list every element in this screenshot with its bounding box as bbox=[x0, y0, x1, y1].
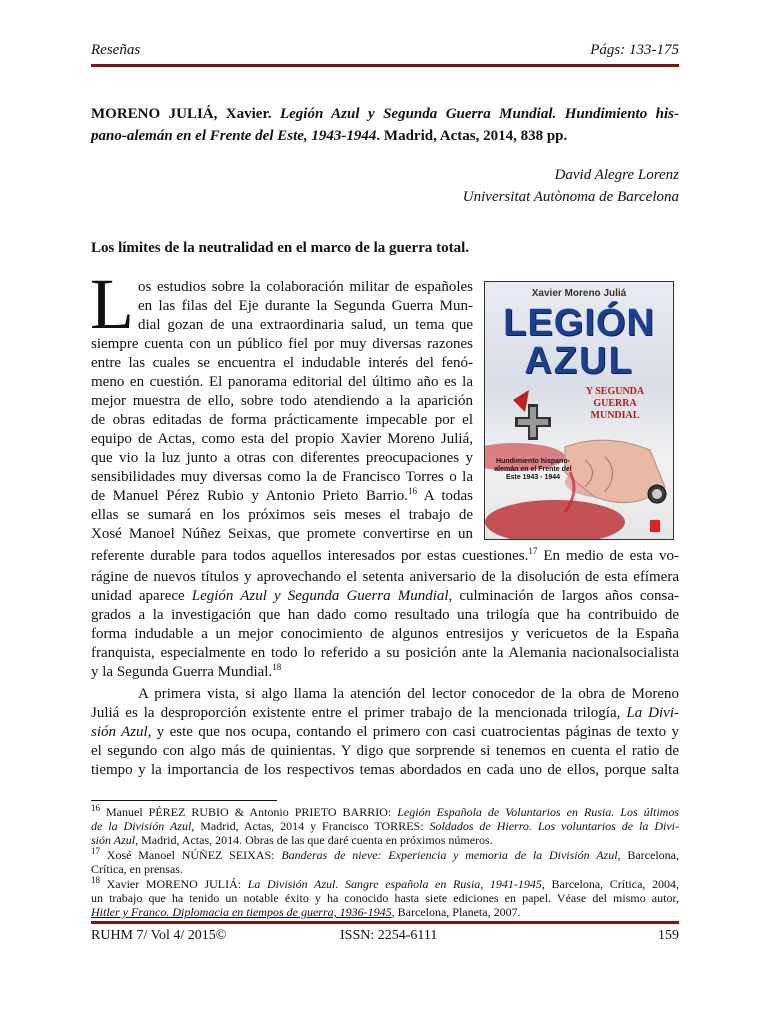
body-line: dial gozan de una extraordinaria salud, un tema que bbox=[138, 317, 473, 333]
body-line bbox=[91, 547, 679, 566]
body-line: forma indudable a un mejor conocimiento de algunos entresijos y vericuetos de la España bbox=[91, 626, 679, 642]
body-line: entre las cuales se encuentra el indudable interés del fenó- bbox=[91, 355, 473, 371]
body-text: En medio de esta vo- bbox=[537, 548, 679, 564]
footnote-text: Xavier MORENO JULIÁ: bbox=[100, 877, 248, 891]
body-line bbox=[91, 587, 679, 606]
body-text: , y este que nos ocupa, contando el primero con casi cuatrocientas páginas de texto y bbox=[147, 724, 680, 740]
cover-description: Hundimiento hispano-alemán en el Frente del Este 1943 - 1944 bbox=[494, 458, 572, 481]
body-line: tiempo y la importancia de los respectivos temas abordados en cada uno de ellos, porque salta bbox=[91, 762, 679, 778]
reviewer-affiliation: Universitat Autònoma de Barcelona bbox=[462, 189, 679, 205]
footnote-text: , Madrid, Actas, 2014. Obras de las que daré cuenta en próximos números. bbox=[135, 833, 493, 847]
body-line: sensibilidades muy diversas como la de Francisco Torres o la bbox=[91, 469, 473, 485]
footnote-18 bbox=[91, 875, 679, 892]
cover-subtitle-line1: Y SEGUNDA GUERRA bbox=[585, 386, 645, 409]
footer-journal: RUHM 7/ Vol 4/ 2015© bbox=[91, 928, 227, 943]
body-line: que vio la luz junto a otras con diferentes preocupaciones y bbox=[91, 450, 473, 466]
footnote-ref-16[interactable]: 16 bbox=[407, 486, 417, 496]
footnote-title: de la División Azul bbox=[91, 819, 192, 833]
footnote-title: Legión Española de Voluntarios en Rusia. Los últimos bbox=[397, 805, 679, 819]
body-line: grados a la investigación que han dado como resultado una trilogía que ha contribuido de bbox=[91, 607, 679, 623]
cover-author: Xavier Moreno Juliá bbox=[531, 288, 627, 299]
iron-cross-icon bbox=[515, 404, 551, 440]
cover-title-line1: LEGIÓN bbox=[503, 302, 655, 344]
book-cover-image bbox=[484, 281, 674, 540]
book-author: MORENO JULIÁ, Xavier. bbox=[91, 106, 272, 122]
footnote-text: Manuel PÉREZ RUBIO & Antonio PRIETO BARRIO: bbox=[100, 805, 398, 819]
footnote-18-line2: un trabajo que ha tenido un notable éxito y ha conocido hasta siete ediciones en papel. Véase del mismo autor, bbox=[91, 891, 679, 905]
footnote-title: sión Azul bbox=[91, 833, 136, 847]
body-text: A todas bbox=[416, 488, 474, 504]
book-title-line1: Legión Azul y Segunda Guerra Mundial. Hundimiento his- bbox=[279, 106, 680, 122]
section-title: Los límites de la neutralidad en el marco de la guerra total. bbox=[91, 240, 470, 256]
footnote-17-line2: Crítica, en prensas. bbox=[91, 862, 183, 876]
body-line bbox=[91, 704, 679, 723]
footnote-separator bbox=[91, 800, 277, 801]
body-line: equipo de Actas, como esta del propio Xavier Moreno Juliá, bbox=[91, 431, 473, 447]
body-line: mejor muestra de ello, sobre todo atendiendo a la aparición bbox=[91, 393, 473, 409]
footnote-16-line3 bbox=[91, 834, 679, 848]
cover-illustration bbox=[485, 282, 673, 539]
footnote-text: Xosé Manoel NÚÑEZ SEIXAS: bbox=[100, 848, 282, 862]
running-header-left: Reseñas bbox=[91, 42, 141, 58]
body-text: y la Segunda Guerra Mundial. bbox=[91, 664, 273, 680]
book-title-inline: sión Azul bbox=[91, 724, 148, 740]
reviewer-name: David Alegre Lorenz bbox=[554, 167, 679, 183]
footnote-number: 17 bbox=[91, 846, 100, 856]
footnote-text: , Barcelona, bbox=[617, 848, 679, 862]
header-rule bbox=[91, 64, 679, 67]
cover-subtitle-line2: MUNDIAL bbox=[590, 410, 640, 421]
footnote-text: , Madrid, Actas, 2014 y Francisco TORRES: bbox=[191, 819, 430, 833]
running-header-right: Págs: 133-175 bbox=[590, 42, 679, 58]
body-line bbox=[91, 487, 473, 506]
footer-rule bbox=[91, 921, 679, 924]
footnote-title: Hitler y Franco. Diplomacia en tiempos de guerra, 1936-1945 bbox=[91, 905, 392, 919]
footnote-ref-18[interactable]: 18 bbox=[272, 662, 282, 672]
page-number: 159 bbox=[658, 928, 679, 943]
body-line: ellas se sumará en los próximos seis meses el trabajo de bbox=[91, 507, 473, 523]
footnote-title: Banderas de nieve: Experiencia y memoria de la División Azul bbox=[281, 848, 618, 862]
body-line bbox=[91, 723, 679, 742]
book-title-inline: Legión Azul y Segunda Guerra Mundial bbox=[191, 588, 449, 604]
body-line: de obras editadas de forma prácticamente impecable por el bbox=[91, 412, 473, 428]
bibliographic-reference bbox=[91, 103, 679, 147]
footnote-title: Soldados de Hierro. Los voluntarios de la Divi- bbox=[429, 819, 679, 833]
footnote-17 bbox=[91, 846, 679, 863]
cover-title-line2: AZUL bbox=[524, 340, 634, 382]
footnote-number: 16 bbox=[91, 803, 100, 813]
body-line: en las filas del Eje durante la Segunda Guerra Mun- bbox=[138, 298, 473, 314]
drop-cap: L bbox=[90, 264, 134, 344]
body-line: Xosé Manoel Núñez Seixas, que promete convertirse en un bbox=[91, 526, 473, 542]
book-title-inline: La Divi- bbox=[626, 705, 679, 721]
footnote-18-line3 bbox=[91, 906, 679, 920]
body-line: franquista, especialmente en todo lo referido a su posición ante la Alemania nacionalsocialista bbox=[91, 645, 679, 661]
book-title-line2: pano-alemán en el Frente del Este, 1943-1944 bbox=[91, 128, 377, 144]
body-line: os estudios sobre la colaboración militar de españoles bbox=[138, 279, 473, 295]
footnote-16-line2 bbox=[91, 820, 679, 834]
footnote-title: La División Azul. Sangre española en Rusia, 1941-1945 bbox=[247, 877, 542, 891]
book-publication: . Madrid, Actas, 2014, 838 pp. bbox=[376, 128, 568, 144]
body-line bbox=[91, 663, 679, 682]
body-text: referente durable para todos aquellos interesados por estas cuestiones. bbox=[91, 548, 529, 564]
body-text: unidad aparece bbox=[91, 588, 192, 604]
footnote-text: , Barcelona, Crítica, 2004, bbox=[541, 877, 679, 891]
body-line: meno en cuestión. El panorama editorial del último año es la bbox=[91, 374, 473, 390]
body-text: , culminación de largos años consa- bbox=[448, 588, 679, 604]
body-line: A primera vista, si algo llama la atención del lector conocedor de la obra de Moreno bbox=[138, 686, 679, 702]
body-text: de Manuel Pérez Rubio y Antonio Prieto Barrio. bbox=[91, 488, 408, 504]
footnote-number: 18 bbox=[91, 875, 100, 885]
body-line: rágine de nuevos títulos y aprovechando el setenta aniversario de la disolución de esta efímera bbox=[91, 569, 679, 585]
footnote-ref-17[interactable]: 17 bbox=[528, 546, 538, 556]
body-line: siempre cuenta con un público fiel por muy diversas razones bbox=[91, 336, 473, 352]
reviewer-block bbox=[463, 164, 679, 208]
footnote-text: , Barcelona, Planeta, 2007. bbox=[391, 905, 521, 919]
body-text: Juliá es la desproporción existente entre el primer trabajo de la mencionada trilogía, bbox=[91, 705, 627, 721]
footer-issn: ISSN: 2254-6111 bbox=[340, 928, 438, 943]
footnote-16 bbox=[91, 803, 679, 820]
body-line: el segundo con algo más de quinientas. Y digo que sorprende si tenemos en cuenta el ratio de bbox=[91, 743, 679, 759]
